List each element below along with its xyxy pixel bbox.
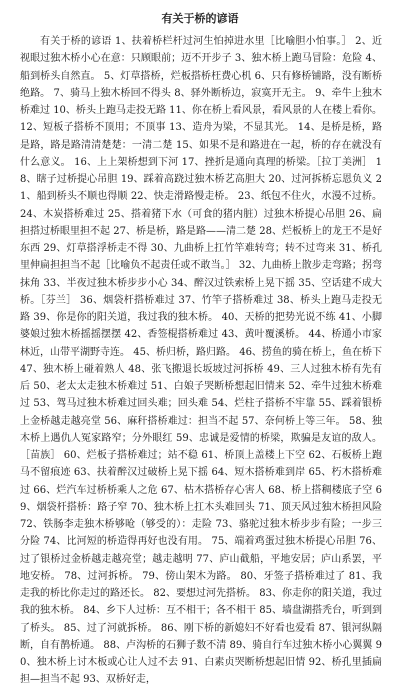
document-body: 有关于桥的谚语 1、扶着桥栏杆过河生怕掉进水里［比喻胆小怕事。］ 2、近视眼过独木桥小心在意：只顾眼前；迈不开步子 3、独木桥上跑马冒险：危险 4、船到桥头自然直。 5、灯草搭桥，烂板搭桥枉费心机 6、只有修桥铺路，没有断桥绝路。 7、骑马上独木桥回不得头 8、驿外断桥边，寂寞开无主。 9、牵牛上独木桥难过 10、桥头上跑马走投无路 11、你在桥上看风景，看风景的人在楼上看你。 12、短板子搭桥不顶用；不顶事 13、造舟为梁，不显其光。 14、是桥是桥，路是路，路是路清清楚楚：一清二楚 15、如果不是和路进在一起，桥的存在就没有什么意义。 16、上上架桥想到下河 17、挫折是通向真理的桥梁。［拉丁美洲］ 18、瞎子过桥提心吊胆 19、踩着高跷过独木桥艺高胆大 20、过河拆桥忘恩负义 21、船到桥头不顺也得顺 22、快走滑路慢走桥。 23、纸包不住火，水漫不过桥。 24、木炭搭桥难过 25、搭着猪下水（可食的猪内脏）过独木桥提心吊胆 26、扁担搭过桥眼里担不起 27、桥是桥，路是路——清二楚 28、烂板桥上的龙王不是好东西 29、灯草搭浮桥走不得 30、九曲桥上扛竹竿难转弯；转不过弯来 31、桥孔里伸扁担担当不起［比喻负不起责任或不敢当。］ 32、九曲桥上散步走弯路；拐弯抹角 33、半夜过独木桥步步小心 34、醉汉过铁索桥上晃下摇 35、空话建不成大桥。［芬兰］ 36、烟袋杆搭桥难过 37、竹竿子搭桥难过 38、桥头上跑马走投无路 39、你是你的阳关道，我过我的独木桥。 40、天桥的把势光说不练 41、小脚婆娘过独木桥摇摇摆摆 42、香签棍搭桥难过 43、黄叶覆溪桥。 44、桥通小市家林近，山带平湖野寺连。 45、桥归桥，路归路。 46、捞鱼的骑在桥上，鱼在桥下 47、独木桥上碰着熟人 48、张飞搬退长坂坡过河拆桥 49、三人过独木桥有先有后 50、老太太走独木桥难过 51、白娘子哭断桥想起旧情来 52、牵牛过独木桥难过 53、驾马过独木桥难过回头难；回头难 54、烂柱子搭桥不牢靠 55、踩着银桥上金桥越走越亮堂 56、麻秆搭桥难过：担当不起 57、奈何桥上等三年。 58、独木桥上遇仇人冤家路窄；分外眼红 59、忠诚是爱情的桥梁，欺骗是友谊的敌人。［苗族］ 60、烂板子搭桥难过；站不稳 61、桥顶上盖楼上下空 62、石板桥上跑马不留痕迹 63、扶着醉汉过破桥上晃下摇 64、短木搭桥难到岸 65、朽木搭桥难过 66、烂汽车过桥桥乘人之危 67、枯木搭桥存心害人 68、桥上搭稠楼底子空 69、烟袋杆搭桥：路子窄 70、独木桥上扛木头难回头 71、顶天风过独木桥担风险 72、铁肠李走独木桥够呛（够受的）：走险 73、骆驼过独木桥步步有险；一步三分险 74、比河短的桥造得再好也没有用。 75、端着鸡蛋过独木桥提心吊胆 76、过了银桥过金桥越走越亮堂；越走越明 77、庐山截船，平地安居；庐山系罢，平地安桥。 78、过河拆桥。 79、傍山架木为路。 80、牙签子搭桥难过了 81、我走我的桥比你走过的路还长。 82、要想过河先搭桥。 83、你走你的阳关道，我过我的独木桥。 84、乡下人过桥：互不相干；各不相干 85、墙盘湖搭秃台，听到到了桥头。 85、过了河就拆桥。 86、刚下桥的新媳妇不好看也爱看 87、银河纵隔断，自有鹊桥通。 88、卢沟桥的石狮子数不清 89、骑自行车过独木桥小心翼翼 90、独木桥上讨木板或心让人过不去 91、白素贞哭断桥想起旧情 92、桥孔里插扁担—担当不起 93、双桥好走， (20, 36, 382, 686)
document-title: 有关于桥的谚语 (161, 12, 239, 25)
